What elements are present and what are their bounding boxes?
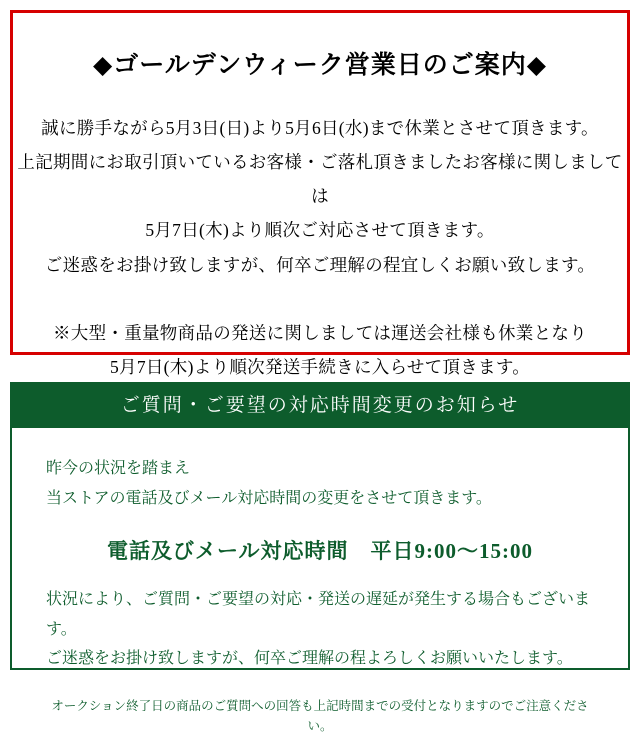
golden-week-shipping-line: ※大型・重量物商品の発送に関しましては運送会社様も休業となり (53, 322, 587, 343)
golden-week-shipping-note (13, 316, 627, 384)
support-hours-value: 電話及びメール対応時間 平日9:00〜15:00 (106, 539, 534, 564)
support-hours-body (12, 428, 628, 736)
golden-week-line: 誠に勝手ながら5月3日(日)より5月6日(水)まで休業とさせて頂きます。 (41, 118, 599, 138)
golden-week-body (13, 111, 627, 282)
golden-week-shipping-line: 5月7日(木)より順次発送手続きに入らせて頂きます。 (109, 356, 531, 377)
support-hours-line: 状況により、ご質問・ご要望の対応・発送の遅延が発生する場合もございます。 (46, 591, 591, 638)
golden-week-notice (10, 10, 630, 377)
support-hours-footnote: オークション終了日の商品のご質問への回答も上記時間までの受付となりますのでご注意ください。 (51, 698, 589, 733)
support-hours-delay-note (46, 585, 594, 674)
golden-week-line: 5月7日(木)より順次ご対応させて頂きます。 (145, 220, 495, 241)
support-hours-header: ご質問・ご要望の対応時間変更のお知らせ (12, 384, 628, 428)
golden-week-line: ご迷惑をお掛け致しますが、何卒ご理解の程宜しくお願い致します。 (44, 254, 596, 275)
support-hours-notice (10, 382, 630, 733)
support-hours-line: 当ストアの電話及びメール対応時間の変更をさせて頂きます。 (46, 489, 492, 507)
support-hours-line: 昨今の状況を踏まえ (46, 460, 191, 477)
golden-week-line: 上記期間にお取引頂いているお客様・ご落札頂きましたお客様に関しましては (17, 152, 623, 207)
support-hours-line: ご迷惑をお掛け致しますが、何卒ご理解の程よろしくお願いいたします。 (46, 650, 573, 668)
golden-week-headline: ◆ゴールデンウィーク営業日のご案内◆ (93, 52, 547, 79)
